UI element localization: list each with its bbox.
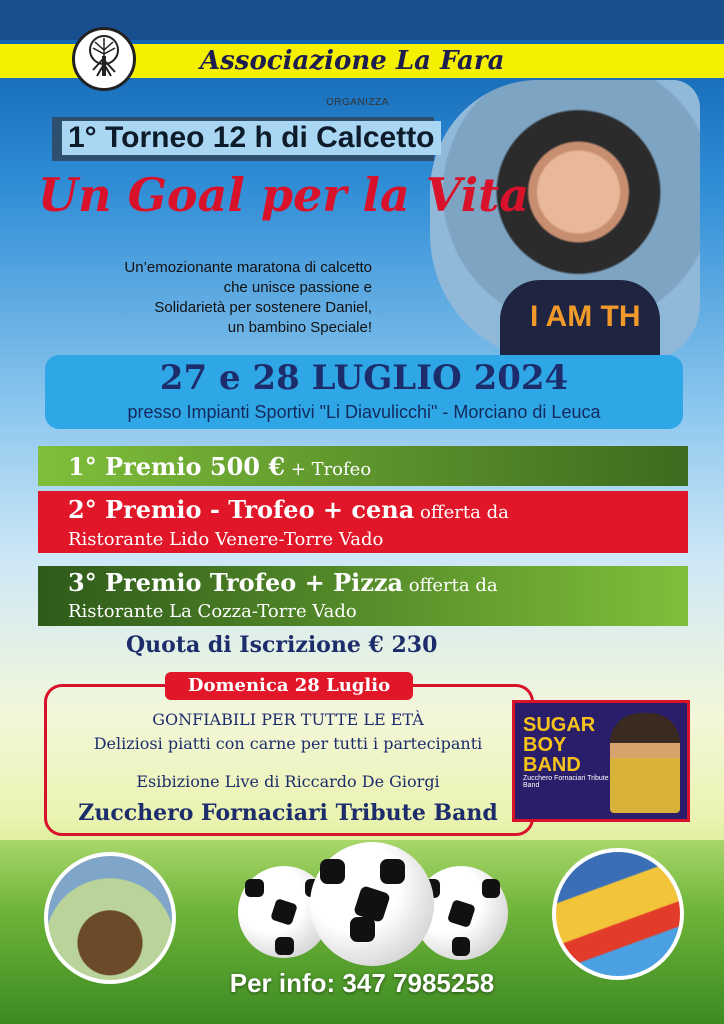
band-poster	[512, 700, 690, 822]
prize-sponsor: Ristorante La Cozza-Torre Vado	[68, 601, 357, 622]
prize-line	[68, 452, 371, 481]
live-show-line: Esibizione Live di Riccardo De Giorgi	[136, 772, 440, 791]
description-line: che unisce passione e	[223, 279, 372, 296]
mechanical-bull-photo	[44, 852, 176, 984]
association-name: Associazione La Fara	[200, 46, 505, 76]
prize-main: 1° Premio 500 €	[68, 452, 286, 481]
contact-info: Per info: 347 7985258	[229, 968, 495, 998]
band-name: Zucchero Fornaciari Tribute Band	[78, 800, 498, 826]
child-shirt	[500, 280, 660, 360]
organizza-label: ORGANIZZA	[326, 97, 389, 108]
registration-fee: Quota di Iscrizione € 230	[126, 632, 438, 658]
prize-extra: offerta da	[403, 575, 498, 596]
prize-line	[68, 568, 498, 597]
event-dates: 27 e 28 LUGLIO 2024	[159, 358, 569, 398]
slogan: Un Goal per la Vita	[38, 168, 530, 222]
prize-extra: offerta da	[414, 502, 509, 523]
singer-photo	[610, 713, 680, 813]
soccer-ball-icon	[310, 842, 434, 966]
third-prize-banner	[38, 566, 688, 626]
food-line: Deliziosi piatti con carne per tutti i partecipanti	[93, 734, 483, 753]
inflatables-line: GONFIABILI PER TUTTE LE ETÀ	[152, 710, 424, 729]
tree-logo-icon	[72, 27, 136, 91]
band-poster-title: SUGAR BOY BAND	[523, 714, 596, 776]
prize-main: 3° Premio Trofeo + Pizza	[68, 568, 404, 597]
prize-sponsor: Ristorante Lido Venere-Torre Vado	[68, 529, 384, 550]
sunday-label: Domenica 28 Luglio	[165, 672, 413, 700]
event-description	[62, 258, 372, 338]
inflatable-slide-photo	[552, 848, 684, 980]
first-prize-banner	[38, 446, 688, 486]
prize-line	[68, 495, 509, 524]
prize-main: 2° Premio - Trofeo + cena	[68, 495, 415, 524]
band-poster-subtitle: Zucchero Fornaciari Tribute Band	[523, 775, 609, 789]
description-line: Un’emozionante maratona di calcetto	[124, 259, 372, 276]
description-line: Solidarietà per sostenere Daniel,	[154, 299, 372, 316]
event-venue: presso Impianti Sportivi "Li Diavulicchi" - Morciano di Leuca	[127, 402, 601, 422]
shirt-text: I AM TH	[530, 300, 641, 333]
description-line: un bambino Speciale!	[227, 319, 372, 336]
second-prize-banner	[38, 491, 688, 553]
tournament-title: 1° Torneo 12 h di Calcetto	[62, 121, 441, 155]
prize-extra: + Trofeo	[285, 459, 372, 480]
